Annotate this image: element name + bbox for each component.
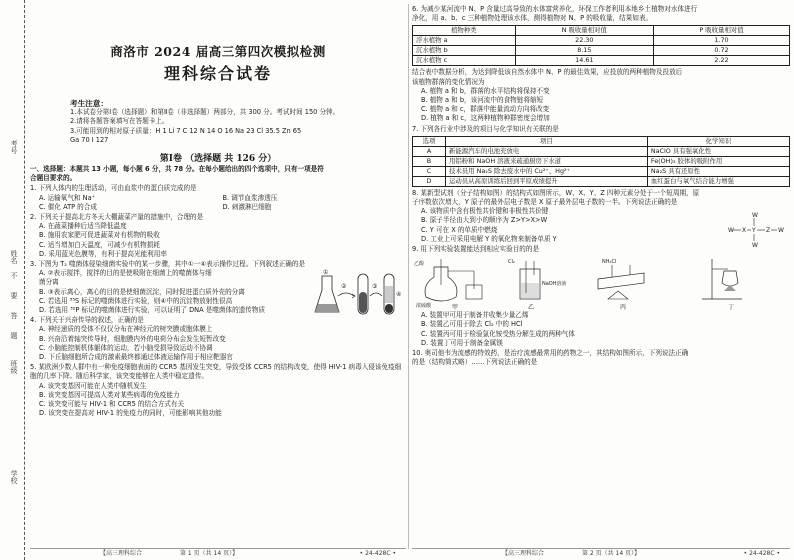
- table-cell: 沉水植物 b: [413, 46, 516, 56]
- table-header: N 吸收量相对值: [515, 26, 653, 36]
- table-cell: 14.61: [515, 56, 653, 66]
- binding-strip: [0, 0, 25, 560]
- option-a: A. 该物质中含有极性共价键和非极性共价键: [421, 207, 549, 216]
- table-cell: A: [413, 146, 446, 156]
- svg-text:①: ①: [323, 269, 329, 277]
- notice-block: [70, 108, 406, 145]
- option-d: D. 工业上可采用电解 Y 的氧化物来制备单质 Y: [421, 234, 557, 243]
- option-c: C. 植物 a 和 c，群落中能量流动方向将改变: [421, 105, 550, 114]
- chemistry-industry-table: [412, 136, 790, 187]
- option-a: A. 装置甲可用于制备并收集少量乙烯: [421, 311, 529, 320]
- figure-label: NH₄Cl: [602, 259, 617, 266]
- figure-label: 浓硫酸: [416, 303, 432, 310]
- footer-exam-code: • 24-428C •: [743, 550, 780, 557]
- page-1-footer: [30, 548, 406, 559]
- option-b: B. 原子半径由大到小的顺序为 Z>Y>X>W: [421, 216, 548, 225]
- option-a: A. 在蔬菜播种后适当降低温度: [39, 222, 127, 231]
- option-c: C. 小脑能控制机体躯体的运动，若小脑受损导致运动不协调: [39, 343, 213, 352]
- svg-text:③: ③: [372, 283, 378, 291]
- option-d: D. 植物 a 和 c，这两种植物种群密度会增加: [421, 114, 550, 123]
- option-a: A. 植物 a 和 b，群落的水平结构将保持不变: [421, 86, 550, 95]
- question-stem: 5. 某欧洲少数人群中有一种免疫细胞表面的 CCR5 基因发生突变，导致受体 CCR5 的结构改变，使得 HIV-1 病毒入侵该免疫细胞的几率下降。随后科学家，该突变能够在人类中稳定遗传。: [30, 363, 402, 381]
- option-c: C. 若选用 ³⁵S 标记的噬菌体进行实验，则④中的沉淀物放射性很高: [39, 296, 233, 305]
- option-b: B. 调节血浆渗透压: [222, 193, 278, 202]
- option-c: C. 适当增加白天温度，可减少有机物损耗: [39, 240, 160, 249]
- figure-caption: 丁: [728, 304, 735, 312]
- question-stem: 7. 下列各行业中涉及的项目与化学知识有关联的是: [412, 124, 559, 133]
- atom-label: W: [752, 211, 758, 219]
- footer-exam-name: 【高三理科综合: [100, 550, 143, 557]
- table-cell: 运动员从高原训练后回到平原成绩提升: [446, 176, 648, 186]
- question-6: [412, 5, 790, 124]
- exam-subtitle: 理科综合试卷: [163, 64, 272, 83]
- table-cell: C: [413, 166, 446, 176]
- question-text: 结合表中数据分析，为达到降低该自然水体中 N、P 的最佳效果，应投放的两种植物及投放后: [412, 68, 683, 77]
- figure-label: NaOH溶液: [542, 281, 567, 288]
- notice-line: 1.本试卷分第Ⅰ卷（选择题）和第Ⅱ卷（非选择题）两部分，共 300 分。考试时间 150 分钟。: [70, 108, 340, 117]
- table-cell: NaClO 具有强氧化性: [647, 146, 789, 156]
- binding-label-school: 学校: [10, 470, 18, 484]
- binding-label-no: 不: [10, 272, 18, 279]
- option-d: D. 该突变在提高对 HIV-1 的免疫力的同时，可能影响其他功能: [39, 409, 222, 418]
- svg-text:②: ②: [341, 283, 347, 291]
- option-b: B. 装置乙可用于除去 Cl₂ 中的 HCl: [421, 320, 523, 329]
- question-text: 该植物群落的变化情况为: [412, 77, 485, 86]
- table-row: [413, 36, 790, 46]
- question-7: [412, 125, 790, 187]
- footer-page-number: 第 1 页（共 14 页）】: [180, 550, 239, 557]
- table-row: [413, 176, 790, 186]
- svg-text:④: ④: [396, 291, 402, 299]
- option-b: B. 该突变基因可提高人类对某些病毒的免疫能力: [39, 390, 180, 399]
- table-header: 化学知识: [647, 136, 789, 146]
- notice-heading: 考生注意：: [70, 99, 108, 108]
- binding-label-exam-no: 考号: [10, 140, 18, 154]
- option-b: B. 兴奋沿着轴突传导时，细胞膜内外的电荷分布会发生短暂改变: [39, 334, 226, 343]
- figure-caption: 丙: [620, 304, 627, 312]
- table-header: 项目: [446, 136, 648, 146]
- question-8: [412, 188, 790, 249]
- table-cell: 0.72: [654, 46, 790, 56]
- table-cell: 血红蛋白与氧气结合能力增强: [647, 176, 789, 186]
- question-stem: 3. 下图为 T₂ 噬菌体侵染细菌实验中的某一步骤，其中①一④表示操作过程。下列叙述正确的是: [30, 260, 306, 269]
- figure-caption: 甲: [452, 304, 459, 312]
- table-row: [413, 46, 790, 56]
- option-d: D. 下丘脑细胞所合成的激素最终都通过体液运输作用于相应靶器官: [39, 353, 233, 362]
- page-1: [30, 4, 406, 544]
- table-row: [413, 56, 790, 66]
- question-5: [30, 363, 406, 418]
- option-a: A. 该突变基因可能在人类中随机发生: [39, 381, 147, 390]
- binding-label-class: 班级: [10, 360, 18, 374]
- figure-caption: 乙: [528, 304, 535, 312]
- footer-exam-name: 【高三理科综合: [502, 550, 545, 557]
- option-b: B. 植物 a 和 b，该河流中的食物链将缩短: [421, 96, 544, 105]
- page-2-footer: [412, 548, 790, 559]
- section-intro-line: 一、选择题：本题共 13 小题，每小题 6 分，共 78 分。在每小题给出的四个选项中，只有一项是符: [30, 165, 324, 174]
- figure-label: Cl₂: [508, 259, 515, 266]
- question-stem: 1. 下列人体内的生理活动，可由血浆中的蛋白质完成的是: [30, 184, 197, 193]
- table-cell: D: [413, 176, 446, 186]
- notice-line: 3.可能用到的相对原子质量：H 1 Li 7 C 12 N 14 O 16 Na 23 Cl 35.5 Zn 65: [70, 126, 302, 135]
- table-cell: Na₂S 具有还原性: [647, 166, 789, 176]
- notice-line: Ga 70 I 127: [70, 135, 109, 144]
- table-cell: 1.70: [654, 36, 790, 46]
- option-b: B. 施用农家肥可促进蔬菜对有机物的吸收: [39, 231, 160, 240]
- table-cell: 2.22: [654, 56, 790, 66]
- page-2: [412, 4, 790, 544]
- table-cell: 新能源汽车的电池充放电: [446, 146, 648, 156]
- question-1: [30, 184, 406, 212]
- option-c: C. 装置丙可用于检验氯化铵受热分解生成的两种气体: [421, 329, 575, 338]
- option-d: D. 若选用 ³²P 标记的噬菌体进行实验，可以证明了 DNA 是噬菌体的遗传物质: [39, 306, 266, 315]
- phage-experiment-figure: [314, 266, 404, 324]
- question-stem-cont: 子序数依次增大，Y 原子的最外层电子数是 X 原子最外层电子数的一半。下列说法正确的是: [412, 198, 678, 207]
- table-cell: 用铝粉和 NaOH 溶液来疏通厨房下水道: [446, 156, 648, 166]
- section-intro-line: 合题目要求的。: [30, 174, 77, 183]
- section-intro: [30, 165, 406, 183]
- footer-page-number: 第 2 页（共 14 页）】: [582, 550, 641, 557]
- footer-exam-code: • 24-428C •: [359, 550, 396, 557]
- atom-label: X: [742, 226, 747, 234]
- table-cell: 8.15: [515, 46, 653, 56]
- table-cell: 技术员用 Na₂S 除去废水中的 Cu²⁺、Hg²⁺: [446, 166, 648, 176]
- question-stem: 4. 下列关于兴奋传导的叙述，正确的是: [30, 316, 144, 325]
- table-cell: B: [413, 156, 446, 166]
- binding-label-want: 要: [10, 292, 18, 299]
- table-header: 选项: [413, 136, 446, 146]
- question-2: [30, 213, 406, 259]
- atom-label: W: [752, 241, 758, 249]
- table-cell: 22.30: [515, 36, 653, 46]
- table-cell: 沉水植物 c: [413, 56, 516, 66]
- atom-label: Y: [752, 226, 756, 234]
- atom-label: W: [778, 226, 784, 234]
- table-cell: 浮水植物 a: [413, 36, 516, 46]
- table-header: P 吸收量相对值: [654, 26, 790, 36]
- question-stem: 6. 为减少某河流中 N、P 含量过高导致的水体富营养化，环保工作者利用本地乡土植物对水体进行: [412, 5, 698, 13]
- question-stem: 10. 奥司他韦为流感的特效药，是治疗流感最常用的药物之一，其结构如图所示，下列说法正确: [412, 349, 689, 358]
- question-stem: 8. 某新型试剂（分子结构如图）的结构式如图所示，W、X、Y、Z 四种元素分处于一个短周期，原: [412, 188, 700, 197]
- option-c: C. 催化 ATP 的合成: [39, 202, 97, 211]
- table-row: [413, 166, 790, 176]
- question-3: [30, 260, 406, 315]
- table-header: 植物种类: [413, 26, 516, 36]
- option-d: D. 刺激淋巴细胞: [222, 202, 272, 211]
- option-c: C. Y 可在 X 的单质中燃烧: [421, 225, 498, 234]
- option-a: A. 运输氧气和 Na⁺: [39, 193, 96, 202]
- section-heading: 第Ⅰ卷 （选择题 共 126 分）: [159, 154, 277, 165]
- question-9: [412, 245, 790, 348]
- binding-label-question: 题: [10, 332, 18, 339]
- molecular-structure-figure: [724, 209, 786, 251]
- binding-label-name: 姓名: [10, 250, 18, 264]
- question-stem-cont: 净化，用 a、b、c 三种植物处理该水体，测得植物对 N、P 的吸收量，结果如表。: [412, 14, 653, 23]
- plant-absorption-table: [412, 25, 790, 66]
- option-b: B. ③表示离心，离心的目的是使细菌沉淀，同时促进蛋白质外壳的分离: [39, 287, 245, 296]
- option-a-cont: 菌分离: [39, 278, 59, 287]
- binding-label-answer: 答: [10, 312, 18, 319]
- option-a: A. ②表示搅拌，搅拌的目的是使吸附在细菌上的噬菌体与细: [39, 269, 212, 278]
- option-c: C. 该突变可能与 HIV-1 和 CCR5 的结合方式有关: [39, 400, 185, 409]
- option-a: A. 神经递质的受体不仅仅分布在神经元的树突膜或胞体膜上: [39, 325, 213, 334]
- exam-title: 商洛市 2024 届高三第四次模拟检测: [110, 44, 326, 59]
- question-stem: 9. 用下列实验装置能达到相应实验目的的是: [412, 245, 540, 254]
- option-d: D. 采用蓝光色膜等，有利于提高光能利用率: [39, 249, 167, 258]
- notice-line: 2.请将各题答案填写在答题卡上。: [70, 117, 169, 126]
- lab-apparatus-figure: [412, 255, 782, 311]
- question-stem: 2. 下列关于提高北方冬天大棚蔬菜产量的措施中，合理的是: [30, 213, 204, 222]
- table-row: [413, 146, 790, 156]
- question-10: [412, 349, 790, 367]
- question-stem-cont: 的是（结构简式略）……下列说法正确的是: [412, 358, 538, 367]
- atom-label: W: [728, 226, 734, 234]
- atom-label: Z: [766, 226, 771, 234]
- option-d: D. 装置丁可用于制备金属镁: [421, 338, 503, 347]
- page-divider: [408, 4, 409, 549]
- table-cell: Fe(OH)₃ 胶体的吸附作用: [647, 156, 789, 166]
- figure-label: 乙醇: [414, 261, 425, 268]
- table-row: [413, 156, 790, 166]
